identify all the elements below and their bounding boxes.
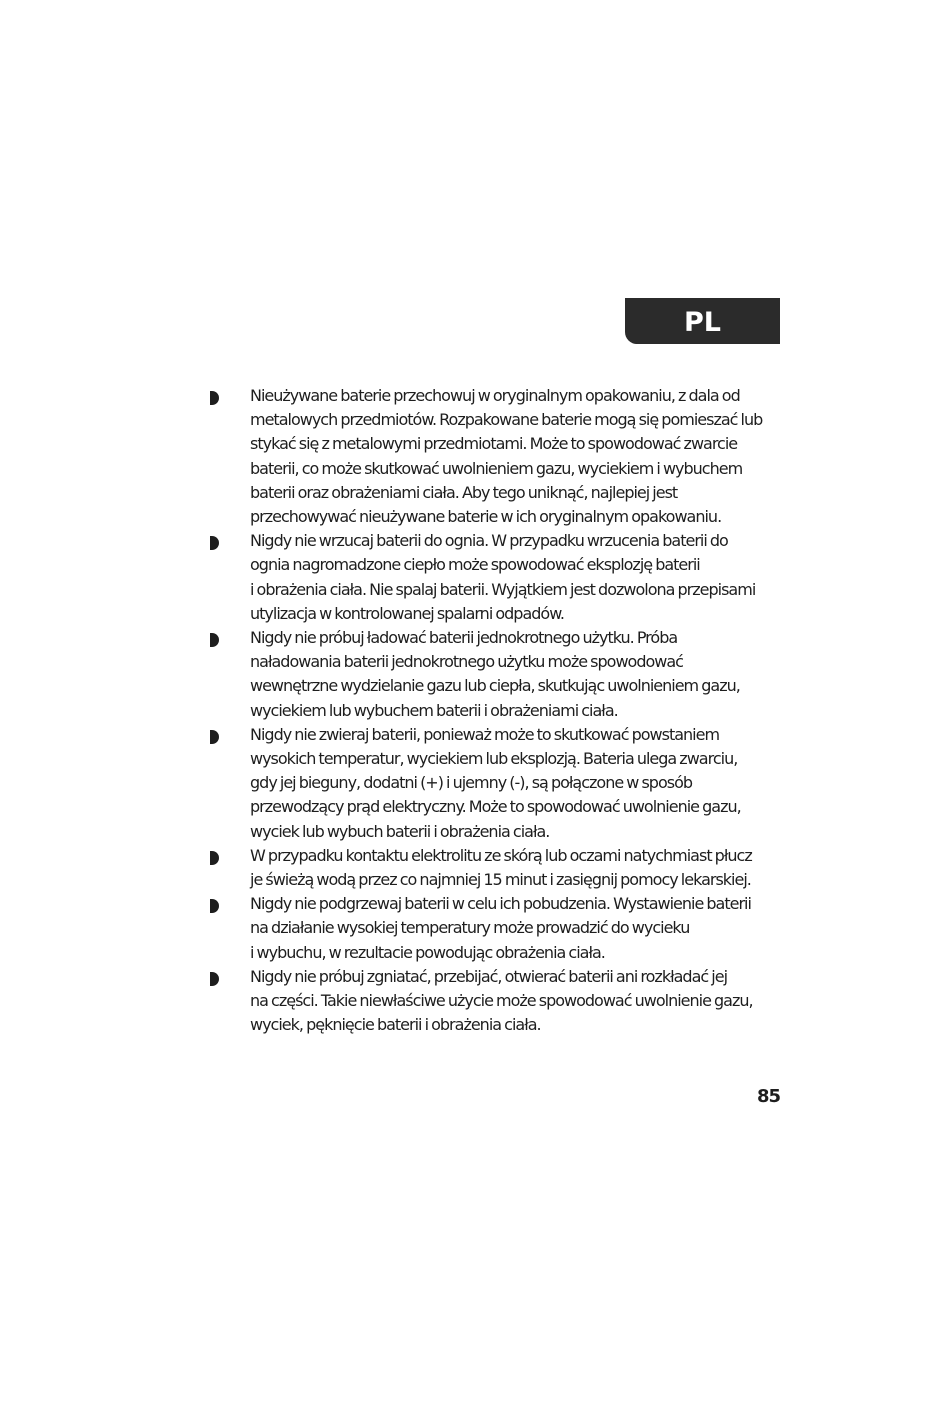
safety-instructions-list: [210, 384, 785, 1037]
list-item: [210, 844, 785, 892]
bullet-icon: [210, 899, 219, 913]
bullet-icon: [210, 851, 219, 865]
list-item: [210, 723, 785, 844]
list-item-text: Nigdy nie próbuj zgniatać, przebijać, otwierać baterii ani rozkładać jej na części. Takie niewłaściwe użycie może spowodować uwolnienie gazu, wyciek, pęknięcie baterii i obrażenia ciała.: [250, 966, 753, 1035]
list-item: [210, 965, 785, 1038]
bullet-icon: [210, 391, 219, 405]
list-item-text: Nigdy nie podgrzewaj baterii w celu ich pobudzenia. Wystawienie baterii na działanie wysokiej temperatury może prowadzić do wycieku i wybuchu, w rezultacie powodując obrażenia ciała.: [250, 894, 751, 962]
language-tab: PL: [625, 298, 780, 344]
list-item: [210, 626, 785, 723]
bullet-icon: [210, 972, 219, 986]
list-item: [210, 892, 785, 965]
page-number: 85: [756, 1086, 780, 1107]
list-item: [210, 384, 785, 529]
list-item-text: Nigdy nie zwieraj baterii, ponieważ może to skutkować powstaniem wysokich temperatur, wyciekiem lub eksplozją. Bateria ulega zwarciu, gdy jej bieguny, dodatni (+) i ujemny (-), są połączone w sposób przewodzący prąd elektryczny. Może to spowodować uwolnienie gazu, wyciek lub wybuch baterii i obrażenia ciała.: [250, 724, 741, 841]
bullet-icon: [210, 633, 219, 647]
list-item-text: Nigdy nie próbuj ładować baterii jednokrotnego użytku. Próba naładowania baterii jednokrotnego użytku może spowodować wewnętrzne wydzielanie gazu lub ciepła, skutkując uwolnieniem gazu, wyciekiem lub wybuchem baterii i obrażeniami ciała.: [250, 628, 740, 720]
bullet-icon: [210, 730, 219, 744]
list-item-text: Nieużywane baterie przechowuj w oryginalnym opakowaniu, z dala od metalowych przedmiotów. Rozpakowane baterie mogą się pomieszać lub stykać się z metalowymi przedmiotami. Może to spowodować zwarcie baterii, co może skutkować uwolnieniem gazu, wyciekiem i wybuchem baterii oraz obrażeniami ciała. Aby tego uniknąć, najlepiej jest przechowywać nieużywane baterie w ich oryginalnym opakowaniu.: [250, 386, 763, 527]
list-item-text: Nigdy nie wrzucaj baterii do ognia. W przypadku wrzucenia baterii do ognia nagromadzone ciepło może spowodować eksplozję baterii i obrażenia ciała. Nie spalaj baterii. Wyjątkiem jest dozwolona przepisami utylizacja w kontrolowanej spalarni odpadów.: [250, 531, 756, 623]
bullet-icon: [210, 536, 219, 550]
list-item: [210, 529, 785, 626]
list-item-text: W przypadku kontaktu elektrolitu ze skórą lub oczami natychmiast płucz je świeżą wodą przez co najmniej 15 minut i zasięgnij pomocy lekarskiej.: [250, 845, 752, 890]
